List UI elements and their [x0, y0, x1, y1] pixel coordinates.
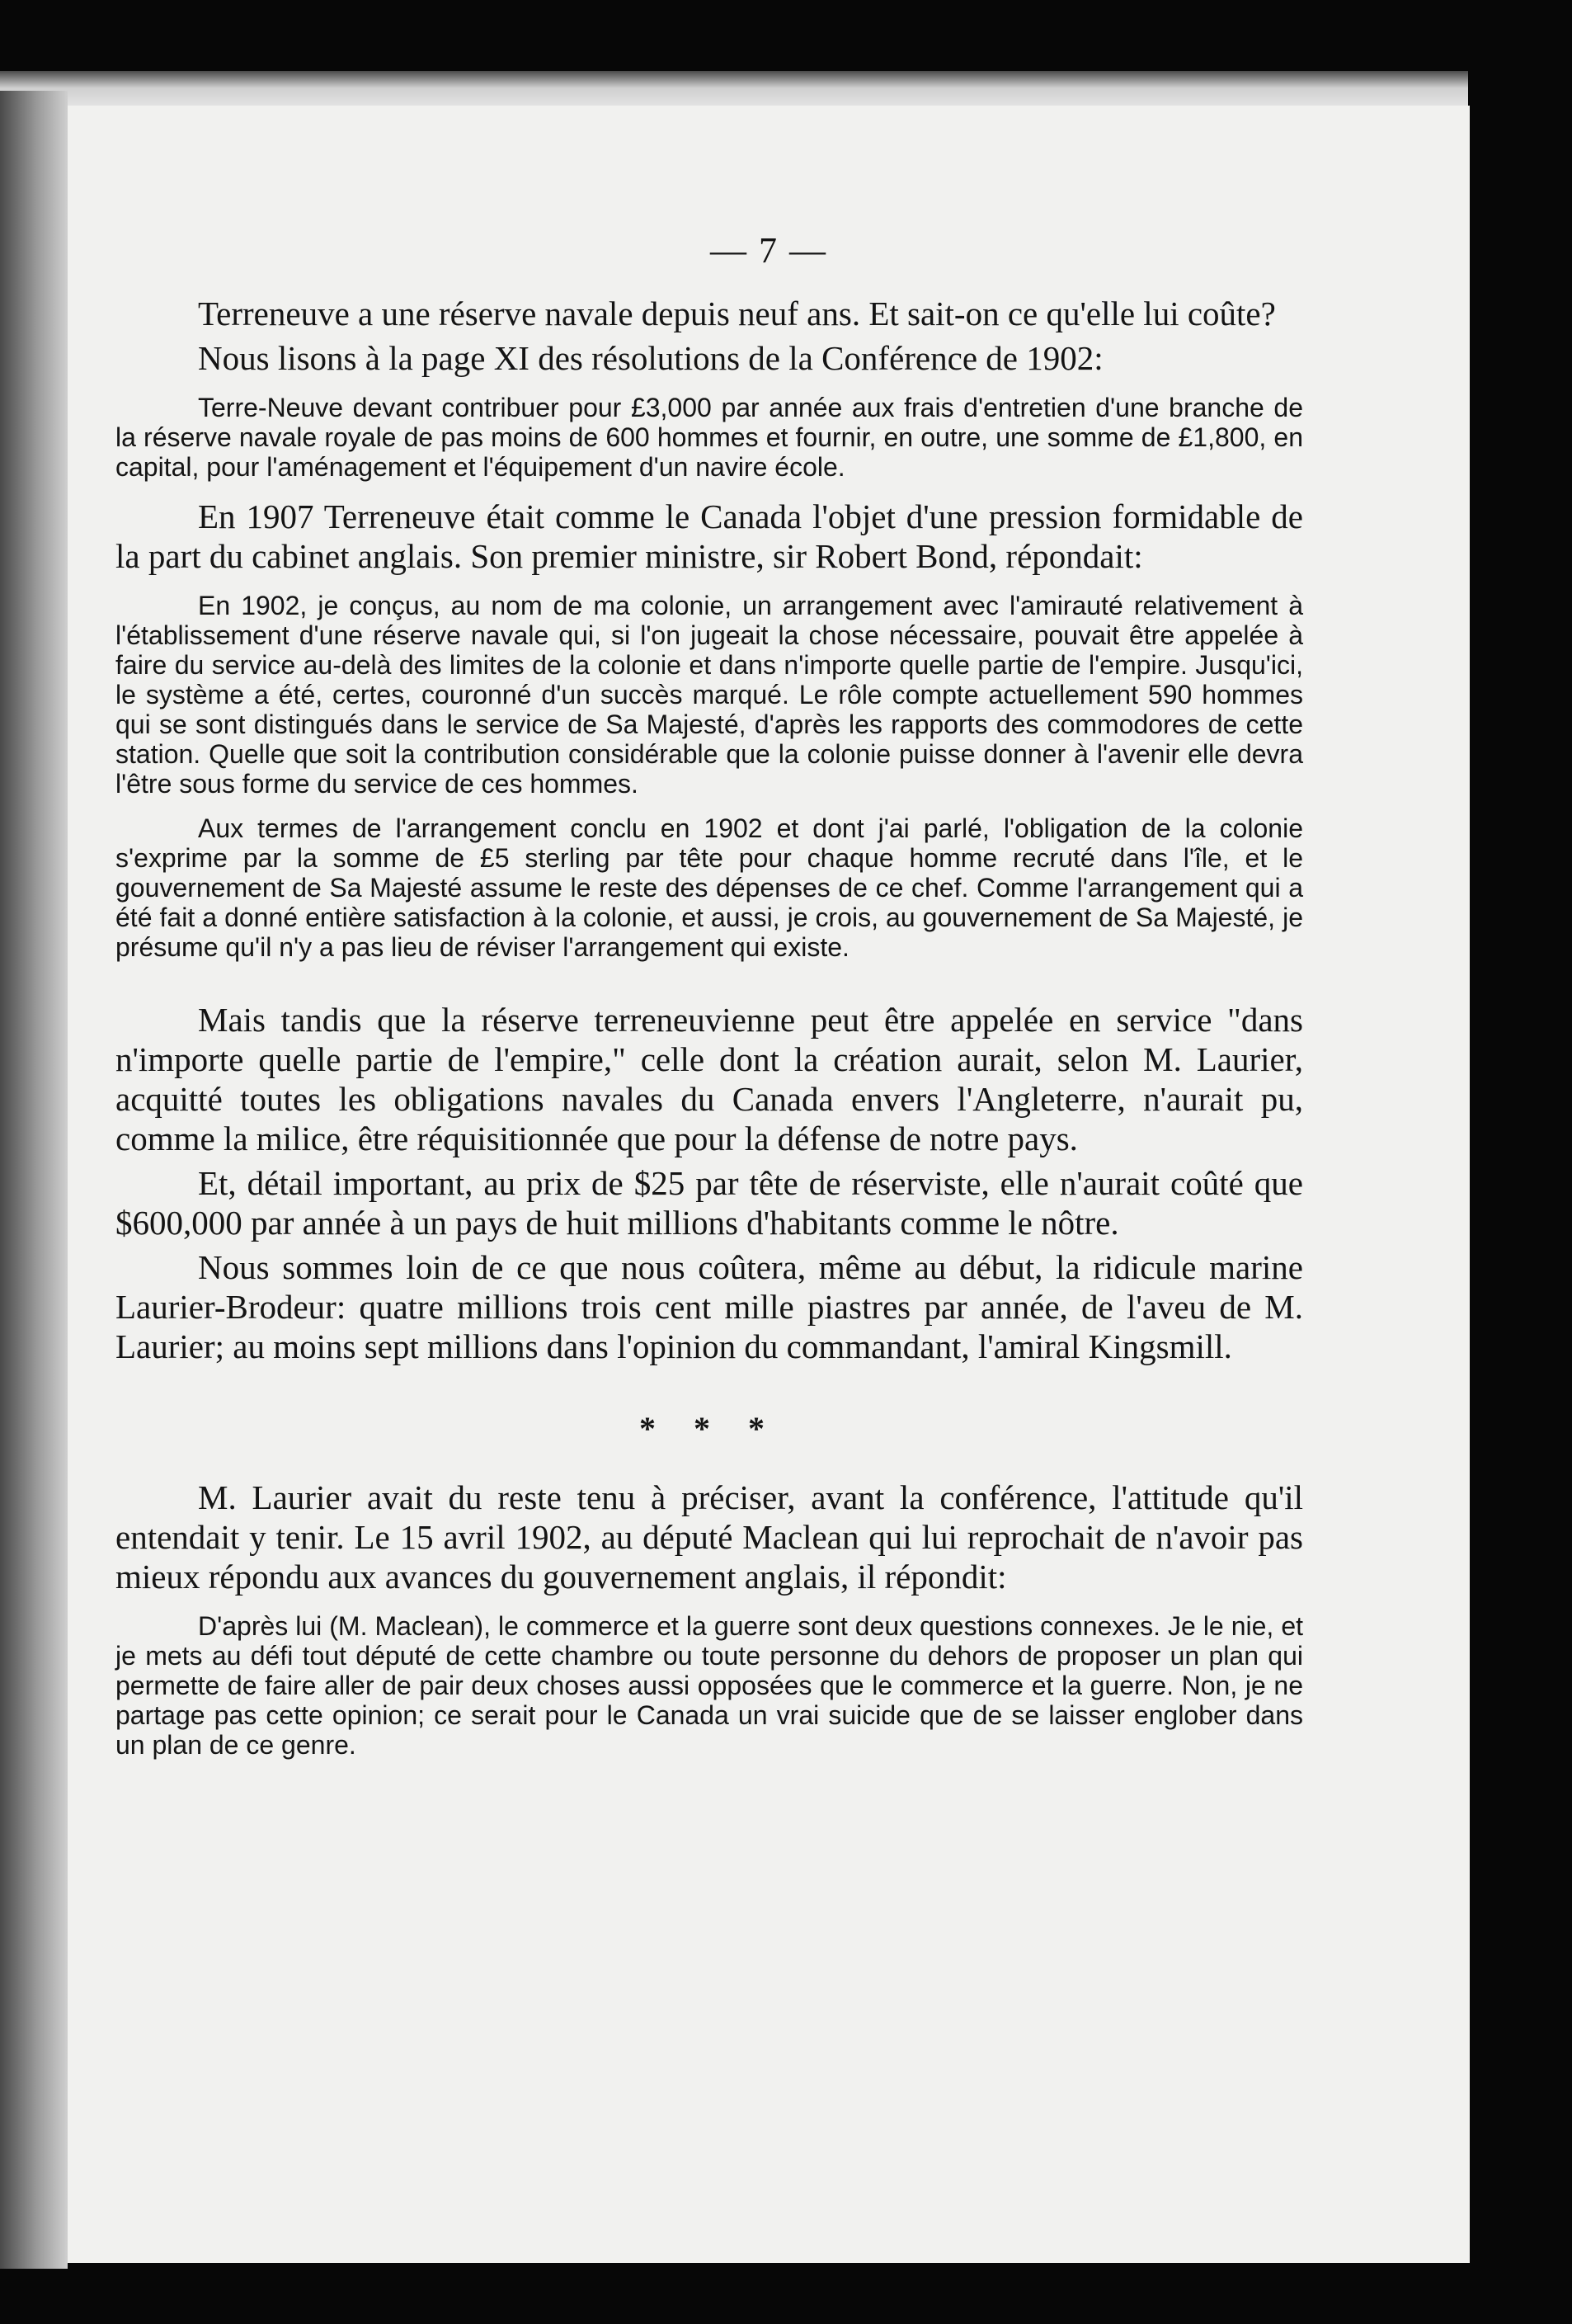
block-quote: En 1902, je conçus, au nom de ma colonie, un arrangement avec l'amirauté relativement à l'établissement d'une réserve navale qui, si l'on jugeait la chose nécessaire, pouvait être appelée à faire du service au-delà des limites de la colonie et dans n'importe quelle partie de l'empire. Jusqu'ici, le système a été, certes, couronné d'un succès marqué. Le rôle compte actuellement 590 hommes qui se sont distingués dans le service de Sa Majesté, d'après les rapports des commodores de cette station. Quelle que soit la contribution considérable que la colonie puisse donner à l'avenir elle devra l'être sous forme du service de ces hommes. — [115, 591, 1303, 799]
paragraph: En 1907 Terreneuve était comme le Canada l'objet d'une pression formidable de la part du cabinet anglais. Son premier ministre, sir Robert Bond, répondait: — [115, 497, 1303, 575]
book-page-left-edge — [0, 91, 68, 2269]
document-page — [68, 106, 1470, 2263]
paragraph: Mais tandis que la réserve terreneuvienne peut être appelée en service "dans n'importe quelle partie de l'empire," celle dont la création aurait, selon M. Laurier, acquitté toutes les obligations navales du Canada envers l'Angleterre, n'aurait pu, comme la milice, être réquisitionnée que pour la défense de notre pays. — [115, 1001, 1303, 1157]
spacer — [115, 977, 1303, 1000]
paragraph: Nous lisons à la page XI des résolutions de la Conférence de 1902: — [198, 339, 1104, 377]
block-quote: D'après lui (M. Maclean), le commerce et la guerre sont deux questions connexes. Je le nie, et je mets au défi tout député de cette chambre ou toute personne du dehors de proposer un plan qui permette de faire aller de pair deux choses aussi opposées que le commerce et la guerre. Non, je ne partage pas cette opinion; ce serait pour le Canada un vrai suicide que de se laisser englober dans un plan de ce genre. — [115, 1611, 1303, 1760]
paragraph: Et, détail important, au prix de $25 par tête de réserviste, elle n'aurait coûté que $600,000 par année à un pays de huit millions d'habitants comme le nôtre. — [115, 1164, 1303, 1242]
paragraph: M. Laurier avait du reste tenu à préciser, avant la conférence, l'attitude qu'il entendait y tenir. Le 15 avril 1902, au député Maclean qui lui reprochait de n'avoir pas mieux répondu aux avances du gouvernement anglais, il répondit: — [115, 1478, 1303, 1596]
page-content — [115, 294, 1303, 1775]
book-page-top-edge — [0, 71, 1468, 109]
paragraph: Terreneuve a une réserve navale depuis neuf ans. Et sait-on ce qu'elle lui coûte? — [198, 295, 1276, 332]
paragraph: Nous sommes loin de ce que nous coûtera, même au début, la ridicule marine Laurier-Brodeur: quatre millions trois cent mille piastres par année, de l'aveu de M. Laurier; au moins sept millions dans l'opinion du commandant, l'amiral Kingsmill. — [115, 1248, 1303, 1365]
block-quote: Aux termes de l'arrangement conclu en 1902 et dont j'ai parlé, l'obligation de la colonie s'exprime par la somme de £5 sterling par tête pour chaque homme recruté dans l'île, et le gouvernement de Sa Majesté assume le reste des dépenses de ce chef. Comme l'arrangement qui a été fait a donné entière satisfaction à la colonie, et aussi, je crois, au gouvernement de Sa Majesté, je présume qu'il n'y a pas lieu de réviser l'arrangement qui existe. — [115, 813, 1303, 962]
block-quote: Terre-Neuve devant contribuer pour £3,000 par année aux frais d'entretien d'une branche de la réserve navale royale de pas moins de 600 hommes et fournir, en outre, une somme de £1,800, en capital, pour l'aménagement et l'équipement d'un navire école. — [115, 393, 1303, 482]
section-separator: * * * — [639, 1410, 779, 1447]
page-number: — 7 — — [710, 230, 827, 271]
